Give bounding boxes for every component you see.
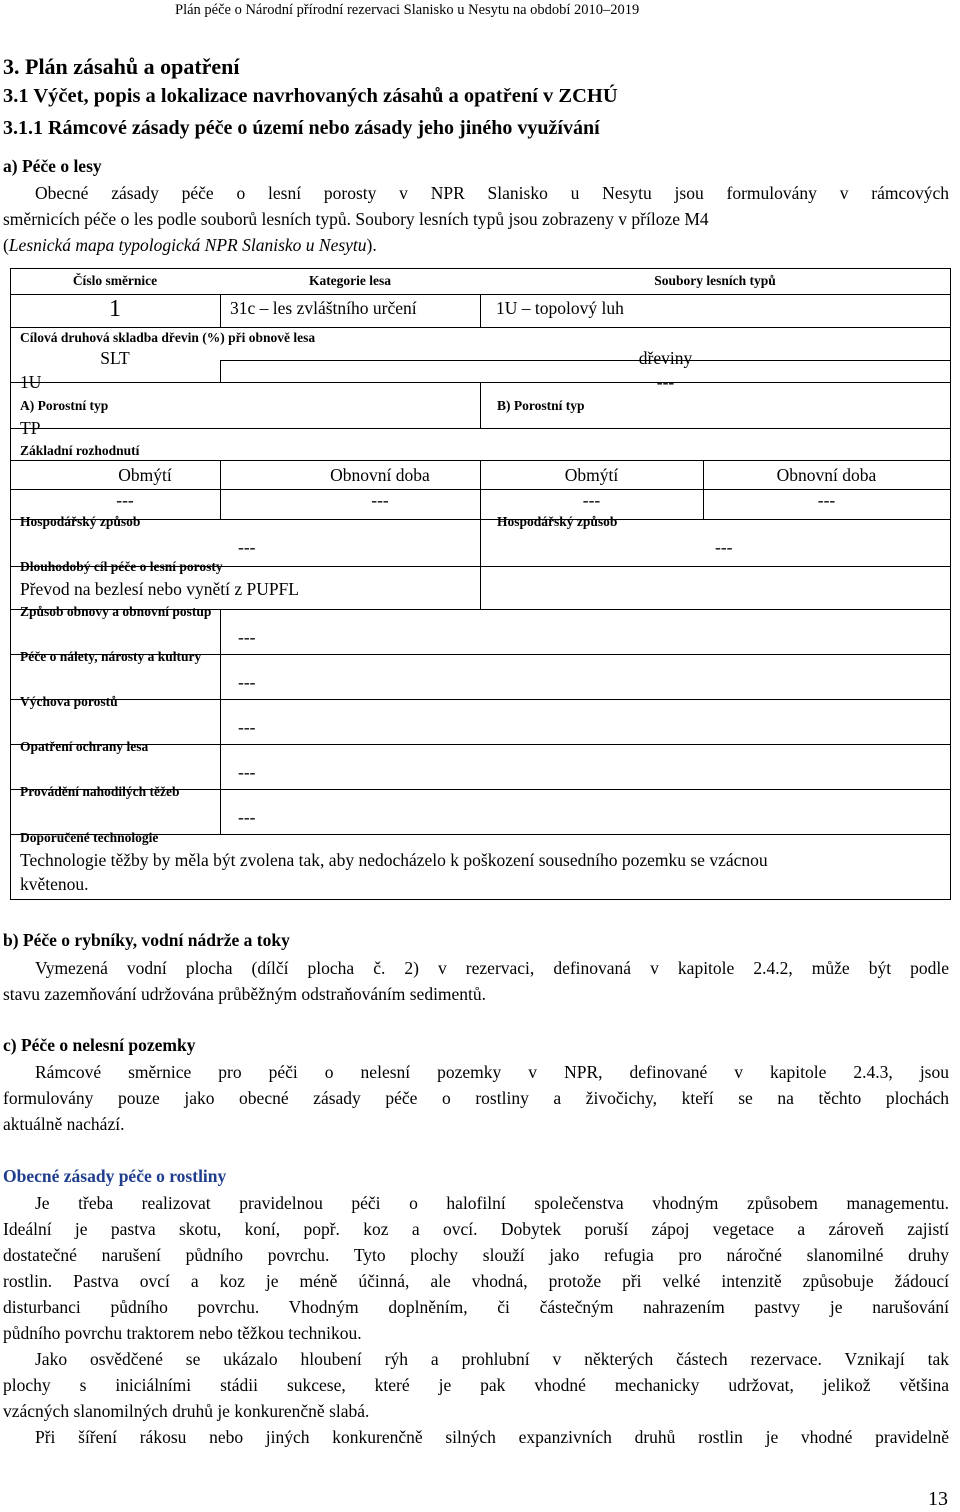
doporucene-technologie-label: Doporučené technologie — [20, 830, 159, 845]
soubory-value: 1U – topolový luh — [496, 298, 624, 318]
forest-paragraph: Obecné zásady péče o lesní porosty v NPR Slanisko u Nesytu jsou formulovány v rámcových směrnicích péče o les podle souborů lesních typů. Soubory lesních typů jsou zobrazeny v příloze M4 (Lesnická mapa typologická NPR Slanisko u Nesytu). — [3, 183, 949, 255]
running-header: Plán péče o Národní přírodní rezervaci Slanisko u Nesytu na období 2010–2019 — [175, 2, 640, 18]
col-header-smernice: Číslo směrnice — [72, 273, 158, 288]
dlouhodoby-cil-value: Převod na bezlesí nebo vynětí z PUPFL — [20, 579, 299, 599]
vychova-porostu-label: Výchova porostů — [20, 694, 118, 709]
col-header-kategorie: Kategorie lesa — [308, 273, 392, 288]
plants-title: Obecné zásady péče o rostliny — [3, 1166, 227, 1186]
zakladni-rozhodnuti-value: --- — [817, 490, 836, 510]
hospodarsky-zpusob-b-label: Hospodářský způsob — [497, 514, 618, 529]
forest-line: Obecné zásady péče o lesní porosty v NPR Slanisko u Nesytu jsou formulovány v rámcových — [35, 183, 949, 203]
dlouhodoby-cil-label: Dlouhodobý cíl péče o lesní porosty — [20, 559, 223, 574]
ponds-paragraph: Vymezená vodní plocha (dílčí plocha č. 2) v rezervaci, definovaná v kapitole 2.4.2, může být podle stavu zazemňování udržována průběžným odstraňováním sedimentů. — [3, 958, 949, 1004]
nonforest-paragraph: Rámcové směrnice pro péči o nelesní pozemky v NPR, definované v kapitole 2.4.3, jsou formulovány pouze jako obecné zásady péče o rostliny a živočichy, kteří se na těchto plochách aktuálně nachází. — [3, 1062, 949, 1134]
ponds-title: b) Péče o rybníky, vodní nádrže a toky — [3, 930, 290, 950]
page-number: 13 — [928, 1488, 948, 1510]
obmyti-label: Obmýtí — [118, 465, 172, 485]
zakladni-rozhodnuti-value: --- — [582, 490, 601, 510]
zpusob-obnovy-label: Způsob obnovy a obnovní postup — [20, 604, 212, 619]
forest-title: a) Péče o lesy — [3, 156, 102, 176]
heading-section: 3.1 Výčet, popis a lokalizace navrhovaných zásahů a opatření v ZCHÚ — [3, 85, 618, 107]
dreviny-value: --- — [656, 372, 675, 392]
opatreni-ochrany-value: --- — [238, 762, 256, 782]
zpusob-obnovy-value: --- — [238, 627, 256, 647]
pece-o-nalety-value: --- — [238, 672, 256, 692]
vychova-porostu-value: --- — [238, 717, 256, 737]
obnovni-doba-label: Obnovní doba — [330, 465, 430, 485]
hospodarsky-zpusob-a-label: Hospodářský způsob — [20, 514, 141, 529]
porostni-typ-b-label: B) Porostní typ — [497, 398, 585, 413]
doporucene-technologie-value: Technologie těžby by měla být zvolena tak, aby nedocházelo k poškození sousedního pozemku se vzácnou — [20, 850, 768, 870]
obnovni-doba-label: Obnovní doba — [776, 465, 877, 485]
obmyti-label: Obmýtí — [564, 465, 619, 485]
plants-paragraph: Je třeba realizovat pravidelnou péči o halofilní společenstva vhodným způsobem managementu. Ideální je pastva skotu, koní, popř. koz a ovcí. Dobytek poruší zápoj vegetace a zároveň zajistí dostatečné narušení půdního povrchu. Tyto plochy slouží jako refugia pro náročné slanomilné druhy rostlin. Pastva ovcí a koz je méně účinná, ale vhodná, protože při velké intenzitě způsobuje žádoucí disturbanci půdního povrchu. Vhodným doplněním, či částečným nahrazením pastvy je narušování půdního povrchu traktorem nebo těžkou technikou. Jako osvědčené se ukázalo hloubení rýh a prohlubní v některých částech rezervace. Vznikají tak plochy s iniciálními stádii sukcese, které je pak vhodné mechanicky udržovat, jelikož většina vzácných slanomilných druhů je konkurenčně slabá. Při šíření rákosu nebo jiných konkurenčně silných expanzivních druhů rostlin je vhodné pravidelně — [3, 1193, 949, 1447]
nonforest-title: c) Péče o nelesní pozemky — [3, 1035, 196, 1055]
cilova-skladba-label: Cílová druhová skladba dřevin (%) při obnově lesa — [20, 330, 316, 345]
zakladni-rozhodnuti-value: --- — [116, 490, 134, 510]
dreviny-label: dřeviny — [638, 348, 693, 368]
slt-label: SLT — [100, 348, 130, 368]
zakladni-rozhodnuti-label: Základní rozhodnutí — [20, 443, 140, 458]
forest-line: směrnicích péče o les podle souborů lesních typů. Soubory lesních typů jsou zobrazeny v příloze M4 — [3, 209, 709, 229]
doporucene-technologie-value: květenou. — [20, 874, 89, 894]
porostni-typ-a-value: TP — [20, 418, 41, 438]
heading-subsection: 3.1.1 Rámcové zásady péče o území nebo zásady jeho jiného využívání — [3, 117, 600, 139]
col-header-soubory: Soubory lesních typů — [654, 273, 776, 288]
smernice-value: 1 — [109, 296, 121, 322]
slt-value: 1U — [20, 372, 42, 392]
forest-guideline-table — [10, 268, 951, 900]
opatreni-ochrany-label: Opatření ochrany lesa — [20, 739, 149, 754]
porostni-typ-a-label: A) Porostní typ — [20, 398, 109, 413]
kategorie-value: 31c – les zvláštního určení — [230, 298, 417, 318]
hospodarsky-zpusob-a-value: --- — [238, 537, 256, 557]
heading-chapter: 3. Plán zásahů a opatření — [3, 54, 240, 79]
nahodile-tezby-value: --- — [238, 807, 256, 827]
pece-o-nalety-label: Péče o nálety, nárosty a kultury — [20, 649, 202, 664]
hospodarsky-zpusob-b-value: --- — [715, 537, 733, 557]
nahodile-tezby-label: Provádění nahodilých těžeb — [20, 784, 180, 799]
zakladni-rozhodnuti-value: --- — [371, 490, 389, 510]
forest-map-reference: Lesnická mapa typologická NPR Slanisko u Nesytu — [8, 235, 367, 255]
